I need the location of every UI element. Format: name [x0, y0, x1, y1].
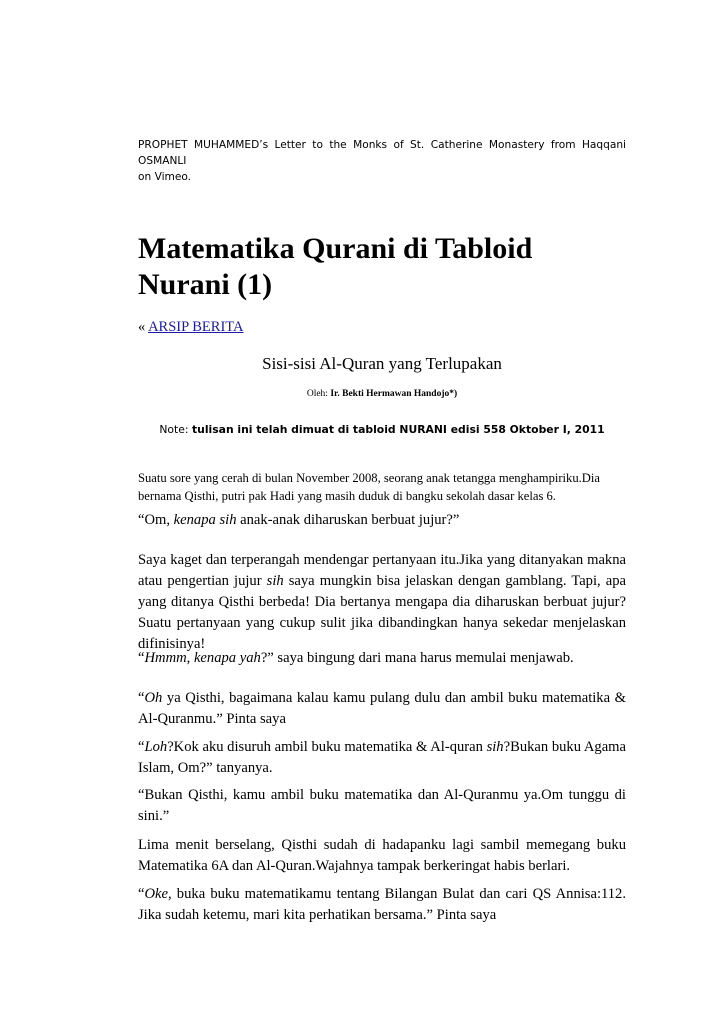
vimeo-caption — [138, 137, 626, 185]
p2-c: saya mungkin bisa jelaskan dengan gamblang. Tapi, apa yang ditanya Qisthi berbeda! Dia bertanya mengapa dia diharuskan berbuat jujur? Suatu pertanyaan yang cukup sulit jika dibandingkan hanya sekedar menjelaskan difinisinya! — [138, 573, 626, 652]
author-name: Ir. Bekti Hermawan Handojo*) — [330, 389, 458, 399]
article-title: Matematika Qurani di Tabloid Nurani (1) — [138, 232, 533, 301]
p4-a: “ — [138, 690, 145, 706]
p4-b: Oh — [144, 690, 163, 706]
vimeo-caption-line2: on Vimeo. — [138, 171, 192, 183]
p2-b: sih — [266, 573, 284, 589]
paragraph-1 — [138, 510, 626, 531]
breadcrumb-link-arsip-berita[interactable]: ARSIP BERITA — [148, 319, 244, 335]
paragraph-6: “Bukan Qisthi, kamu ambil buku matematika dan Al-Quranmu ya.Om tunggu di sini.” — [138, 787, 626, 824]
paragraph-3 — [138, 648, 626, 669]
paragraph-4 — [138, 688, 626, 730]
breadcrumb — [138, 319, 243, 336]
breadcrumb-prefix: « — [138, 319, 146, 335]
p5-e: ?Bukan buku Agama Islam, Om?” tanyanya. — [138, 739, 627, 776]
author-label: Oleh: — [306, 389, 328, 399]
p5-d: sih — [486, 739, 504, 755]
note-text: tulisan ini telah dimuat di tabloid NURANI edisi 558 Oktober I, 2011 — [192, 423, 605, 436]
p5-a: “ — [138, 739, 145, 755]
p8-a: “ — [138, 886, 145, 902]
paragraph-5 — [138, 737, 626, 779]
p1-c: anak-anak diharuskan berbuat jujur?” — [236, 512, 460, 528]
paragraph-8 — [138, 884, 626, 926]
p1-a: “Om, — [138, 512, 174, 528]
p5-b: Loh — [144, 739, 168, 755]
p8-b: Oke — [144, 886, 168, 902]
p8-c: , buka buku matematikamu tentang Bilangan Bulat dan cari QS Annisa:112. Jika sudah ketemu, mari kita perhatikan bersama.” Pinta saya — [138, 886, 626, 923]
vimeo-caption-line1: PROPHET MUHAMMED’s Letter to the Monks of St. Catherine Monastery from Haqqani OSMANLI — [138, 139, 626, 167]
p3-b: Hmmm, kenapa yah — [144, 650, 261, 666]
note-label: Note: — [159, 423, 189, 436]
publication-note — [138, 423, 626, 436]
p3-c: ?” saya bingung dari mana harus memulai menjawab. — [260, 650, 574, 666]
p1-b: kenapa sih — [173, 512, 237, 528]
p2-a: Saya kaget dan terperangah mendengar pertanyaan itu.Jika yang ditanyakan makna atau pengertian jujur — [138, 552, 626, 589]
p5-c: ?Kok aku disuruh ambil buku matematika & Al-quran — [167, 739, 487, 755]
paragraph-2 — [138, 550, 626, 655]
article-subtitle: Sisi-sisi Al-Quran yang Terlupakan — [262, 354, 502, 373]
paragraph-7: Lima menit berselang, Qisthi sudah di hadapanku lagi sambil memegang buku Matematika 6A dan Al-Quran.Wajahnya tampak berkeringat habis berlari. — [138, 837, 626, 874]
intro-paragraph: Suatu sore yang cerah di bulan November 2008, seorang anak tetangga menghampiriku.Dia bernama Qisthi, putri pak Hadi yang masih duduk di bangku sekolah dasar kelas 6. — [138, 471, 600, 503]
author-line — [138, 389, 626, 399]
p4-c: ya Qisthi, bagaimana kalau kamu pulang dulu dan ambil buku matematika & Al-Quranmu.” Pinta saya — [138, 690, 626, 727]
p3-a: “ — [138, 650, 145, 666]
